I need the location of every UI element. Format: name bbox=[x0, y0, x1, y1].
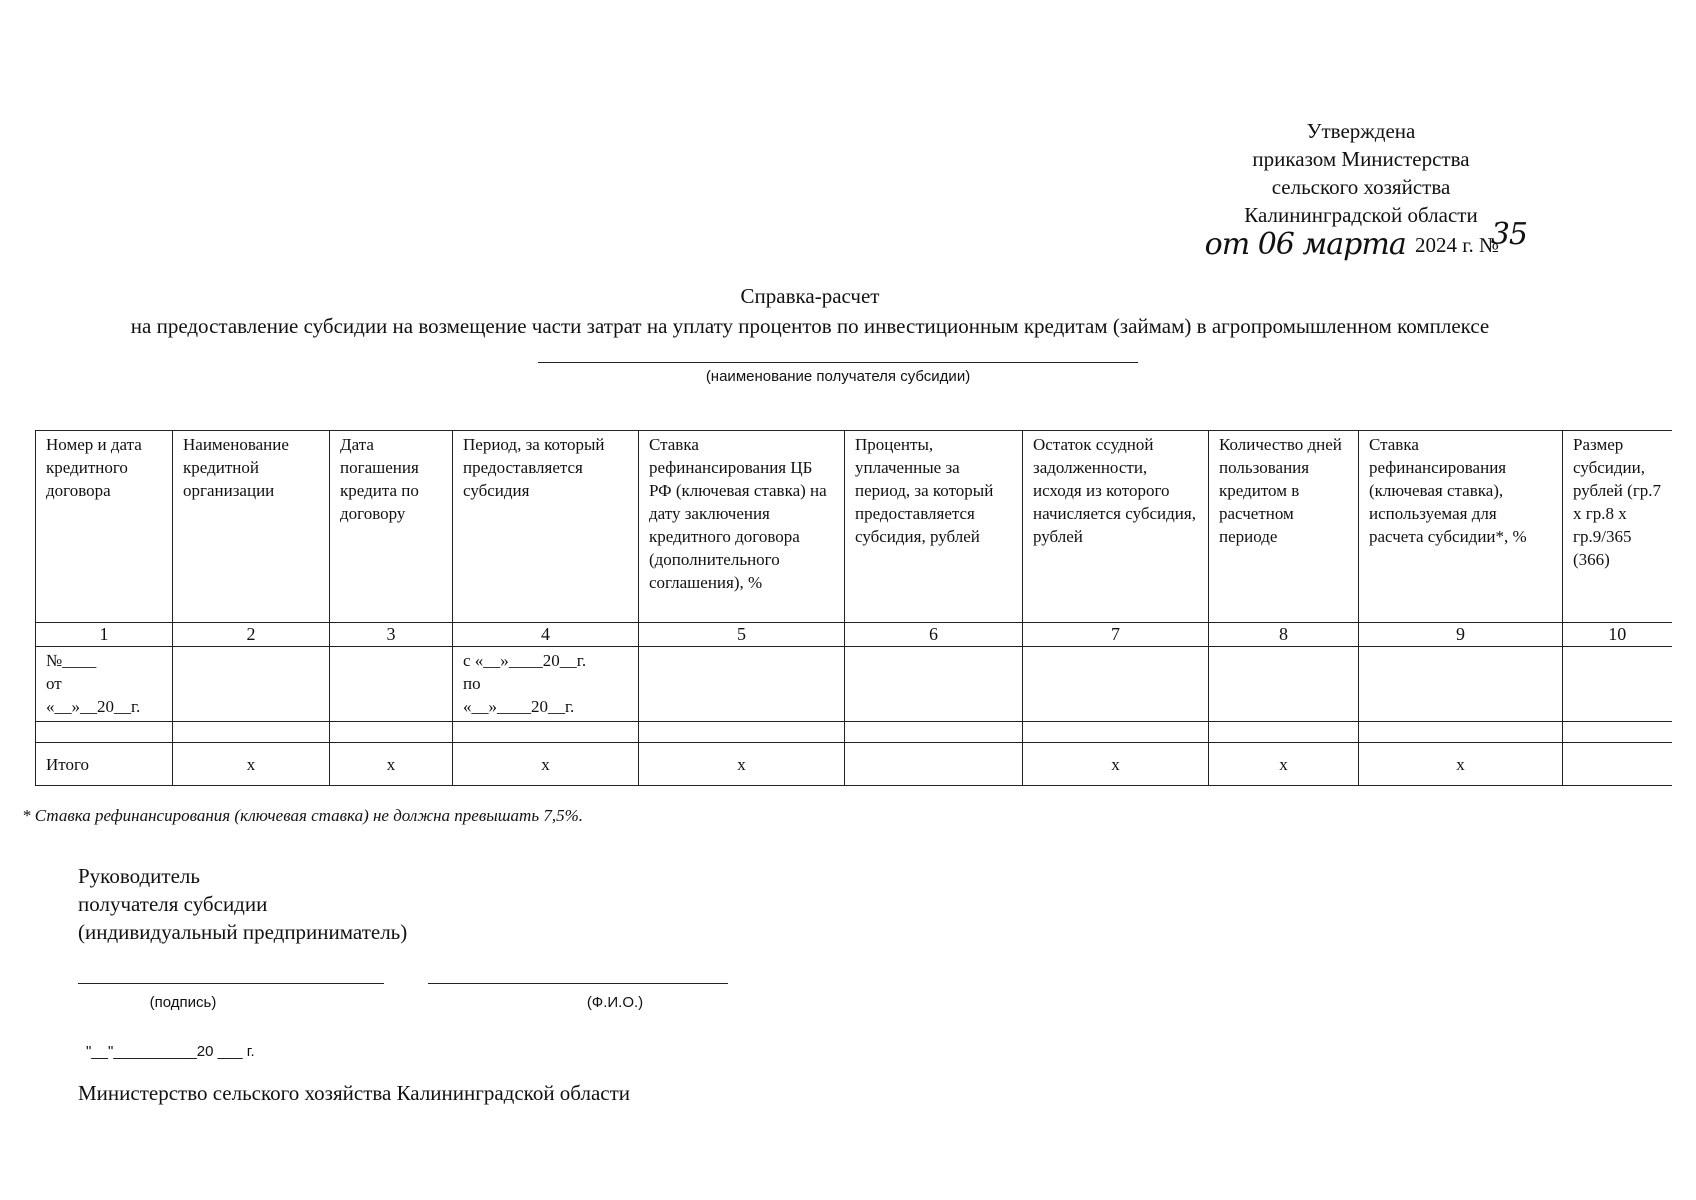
table-cell bbox=[330, 722, 453, 743]
period-to: «__»____20__г. bbox=[463, 697, 575, 716]
signer-line-2: получателя субсидии bbox=[78, 892, 268, 916]
column-number: 5 bbox=[639, 623, 845, 647]
table-cell bbox=[173, 647, 330, 722]
table-cell bbox=[639, 722, 845, 743]
handwritten-number: 35 bbox=[1490, 217, 1527, 252]
table-cell bbox=[1023, 647, 1209, 722]
document-title: Справка-расчет bbox=[740, 284, 880, 308]
signer-line-3: (индивидуальный предприниматель) bbox=[78, 920, 408, 944]
signature-line bbox=[78, 983, 384, 984]
total-cell bbox=[1563, 743, 1672, 786]
approval-block bbox=[1201, 117, 1527, 262]
column-number: 6 bbox=[845, 623, 1023, 647]
handwritten-date: от 06 марта bbox=[1204, 227, 1406, 262]
approval-year-number: 2024 г. № bbox=[1414, 233, 1499, 257]
table-cell bbox=[330, 647, 453, 722]
total-row bbox=[36, 743, 1672, 786]
recipient-name-line bbox=[538, 362, 1138, 363]
total-cell: х bbox=[1209, 743, 1359, 786]
column-number: 10 bbox=[1563, 623, 1672, 647]
column-number: 4 bbox=[453, 623, 639, 647]
contract-date: «__»__20__г. bbox=[46, 697, 141, 716]
table-cell bbox=[1359, 647, 1563, 722]
table-row bbox=[36, 722, 1672, 743]
table-cell bbox=[36, 722, 173, 743]
table-header-row bbox=[36, 431, 1672, 623]
total-cell: х bbox=[453, 743, 639, 786]
header-cell: Ставка рефинансирования ЦБ РФ (ключевая ставка) на дату заключения кредитного договора (дополнительного соглашения), % bbox=[639, 431, 845, 623]
total-cell bbox=[845, 743, 1023, 786]
header-cell: Наименование кредитной организации bbox=[173, 431, 330, 623]
total-cell: х bbox=[639, 743, 845, 786]
column-number: 3 bbox=[330, 623, 453, 647]
total-cell: х bbox=[1359, 743, 1563, 786]
full-name-caption: (Ф.И.О.) bbox=[586, 994, 644, 1011]
total-cell: х bbox=[1023, 743, 1209, 786]
approval-line-2: приказом Министерства bbox=[1252, 147, 1470, 171]
table-cell bbox=[845, 647, 1023, 722]
table-row bbox=[36, 647, 1672, 722]
header-cell: Количество дней пользования кредитом в расчетном периоде bbox=[1209, 431, 1359, 623]
column-number: 7 bbox=[1023, 623, 1209, 647]
column-number: 8 bbox=[1209, 623, 1359, 647]
document-subtitle: на предоставление субсидии на возмещение части затрат на уплату процентов по инвестиционным кредитам (займам) в агропромышленном комплексе bbox=[130, 314, 1490, 338]
approval-line-4: Калининградской области bbox=[1244, 203, 1478, 227]
ministry-name: Министерство сельского хозяйства Калининградской области bbox=[78, 1081, 631, 1105]
header-cell: Ставка рефинансирования (ключевая ставка), используемая для расчета субсидии*, % bbox=[1359, 431, 1563, 623]
header-cell: Период, за который предоставляется субсидия bbox=[453, 431, 639, 623]
period-cell bbox=[453, 647, 639, 722]
table-cell bbox=[173, 722, 330, 743]
table-cell bbox=[1023, 722, 1209, 743]
header-cell: Номер и дата кредитного договора bbox=[36, 431, 173, 623]
approval-line-3: сельского хозяйства bbox=[1271, 175, 1451, 199]
contract-from: от bbox=[46, 674, 62, 693]
column-number: 2 bbox=[173, 623, 330, 647]
table-cell bbox=[1563, 647, 1672, 722]
column-number-row bbox=[36, 623, 1672, 647]
signature-caption: (подпись) bbox=[149, 994, 217, 1011]
footnote: * Ставка рефинансирования (ключевая ставка) не должна превышать 7,5%. bbox=[22, 806, 583, 825]
table-cell bbox=[1563, 722, 1672, 743]
contract-cell bbox=[36, 647, 173, 722]
signer-block bbox=[78, 862, 407, 946]
table-cell bbox=[1209, 647, 1359, 722]
total-cell: х bbox=[173, 743, 330, 786]
header-cell: Остаток ссудной задолженности, исходя из которого начисляется субсидия, рублей bbox=[1023, 431, 1209, 623]
table-cell bbox=[845, 722, 1023, 743]
approval-line-1: Утверждена bbox=[1306, 119, 1416, 143]
table-cell bbox=[1359, 722, 1563, 743]
contract-number: №____ bbox=[46, 651, 97, 670]
calculation-table bbox=[35, 430, 1672, 786]
total-label: Итого bbox=[36, 743, 173, 786]
column-number: 9 bbox=[1359, 623, 1563, 647]
table-cell bbox=[639, 647, 845, 722]
full-name-line bbox=[428, 983, 728, 984]
total-cell: х bbox=[330, 743, 453, 786]
table-cell bbox=[453, 722, 639, 743]
header-cell: Размер субсидии, рублей (гр.7 х гр.8 х гр.9/365 (366) bbox=[1563, 431, 1672, 623]
table-cell bbox=[1209, 722, 1359, 743]
signer-line-1: Руководитель bbox=[78, 864, 200, 888]
recipient-caption: (наименование получателя субсидии) bbox=[705, 368, 971, 385]
column-number: 1 bbox=[36, 623, 173, 647]
approval-date-line bbox=[1201, 217, 1527, 262]
header-cell: Дата погашения кредита по договору bbox=[330, 431, 453, 623]
period-to-label: по bbox=[463, 674, 481, 693]
period-from: с «__»____20__г. bbox=[463, 651, 587, 670]
date-blank: "__"__________20 ___ г. bbox=[86, 1043, 255, 1060]
header-cell: Проценты, уплаченные за период, за который предоставляется субсидия, рублей bbox=[845, 431, 1023, 623]
